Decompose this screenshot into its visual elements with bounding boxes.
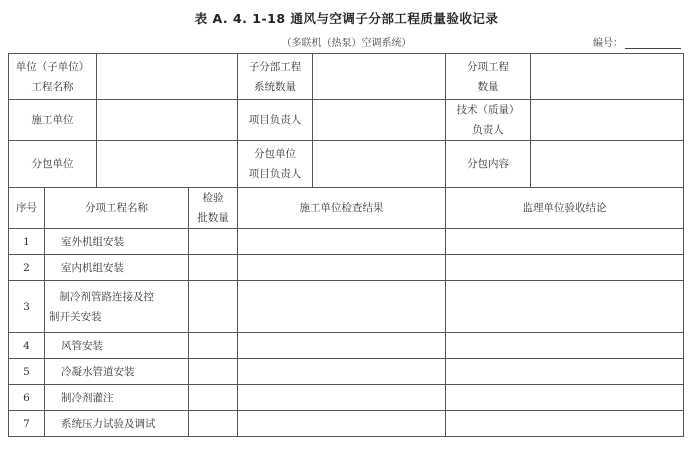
label-subcontract-content: 分包内容 (446, 141, 531, 188)
row-supervision-result[interactable] (446, 333, 684, 359)
page-title: 表 A. 4. 1-18 通风与空调子分部工程质量验收记录 (194, 11, 499, 26)
row-number: 5 (9, 359, 45, 385)
row-construction-result[interactable] (238, 411, 446, 437)
label-item-count: 分项工程 数量 (446, 54, 531, 100)
value-project-manager[interactable] (313, 100, 446, 141)
row-batch-count[interactable] (189, 229, 238, 255)
row-construction-result[interactable] (238, 385, 446, 411)
label-unit-project-name: 单位（子单位） 工程名称 (9, 54, 97, 100)
row-supervision-result[interactable] (446, 281, 684, 333)
row-item-name: 室外机组安装 (45, 229, 189, 255)
row-supervision-result[interactable] (446, 359, 684, 385)
value-subcontract-content[interactable] (531, 141, 684, 188)
table-row (9, 229, 684, 255)
table-row (9, 385, 684, 411)
row-supervision-result[interactable] (446, 255, 684, 281)
table-row (9, 359, 684, 385)
row-supervision-result[interactable] (446, 229, 684, 255)
label-subcontractor-manager: 分包单位 项目负责人 (238, 141, 313, 188)
row-batch-count[interactable] (189, 411, 238, 437)
label-subcontractor: 分包单位 (9, 141, 97, 188)
col-header-construction-result: 施工单位检查结果 (238, 188, 446, 229)
col-header-item: 分项工程名称 (45, 188, 189, 229)
value-subcontractor[interactable] (97, 141, 238, 188)
value-unit-project-name[interactable] (97, 54, 238, 100)
row-item-name: 风管安装 (45, 333, 189, 359)
value-item-count[interactable] (531, 54, 684, 100)
value-subcontractor-manager[interactable] (313, 141, 446, 188)
value-technical-manager[interactable] (531, 100, 684, 141)
column-header-row (9, 188, 684, 229)
row-batch-count[interactable] (189, 385, 238, 411)
label-technical-manager: 技术（质量） 负责人 (446, 100, 531, 141)
col-header-supervision-result: 监理单位验收结论 (446, 188, 684, 229)
page-subtitle: （多联机（热泵）空调系统） (281, 38, 412, 49)
serial-number-blank[interactable] (625, 37, 681, 49)
row-supervision-result[interactable] (446, 411, 684, 437)
label-project-manager: 项目负责人 (238, 100, 313, 141)
row-number: 6 (9, 385, 45, 411)
info-row-project (9, 54, 684, 100)
label-subsystem-count: 子分部工程 系统数量 (238, 54, 313, 100)
row-item-name: 制冷剂灌注 (45, 385, 189, 411)
col-header-batches: 检验 批数量 (189, 188, 238, 229)
serial-number-field (593, 34, 681, 49)
table-row (9, 333, 684, 359)
row-item-name: 冷凝水管道安装 (45, 359, 189, 385)
serial-number-label: 编号： (593, 38, 623, 49)
table-row (9, 255, 684, 281)
row-construction-result[interactable] (238, 359, 446, 385)
row-batch-count[interactable] (189, 359, 238, 385)
row-batch-count[interactable] (189, 281, 238, 333)
row-number: 2 (9, 255, 45, 281)
table-row (9, 281, 684, 333)
row-number: 1 (9, 229, 45, 255)
info-row-contractor (9, 100, 684, 141)
row-number: 3 (9, 281, 45, 333)
row-construction-result[interactable] (238, 281, 446, 333)
row-item-name: 室内机组安装 (45, 255, 189, 281)
row-item-name: 系统压力试验及调试 (45, 411, 189, 437)
value-contractor[interactable] (97, 100, 238, 141)
row-number: 4 (9, 333, 45, 359)
row-supervision-result[interactable] (446, 385, 684, 411)
acceptance-record-table (8, 53, 684, 437)
row-item-name: 制冷剂管路连接及控 制开关安装 (45, 281, 189, 333)
row-construction-result[interactable] (238, 229, 446, 255)
row-batch-count[interactable] (189, 255, 238, 281)
info-row-subcontractor (9, 141, 684, 188)
col-header-no: 序号 (9, 188, 45, 229)
row-batch-count[interactable] (189, 333, 238, 359)
row-construction-result[interactable] (238, 255, 446, 281)
row-construction-result[interactable] (238, 333, 446, 359)
row-number: 7 (9, 411, 45, 437)
value-subsystem-count[interactable] (313, 54, 446, 100)
label-contractor: 施工单位 (9, 100, 97, 141)
table-row (9, 411, 684, 437)
